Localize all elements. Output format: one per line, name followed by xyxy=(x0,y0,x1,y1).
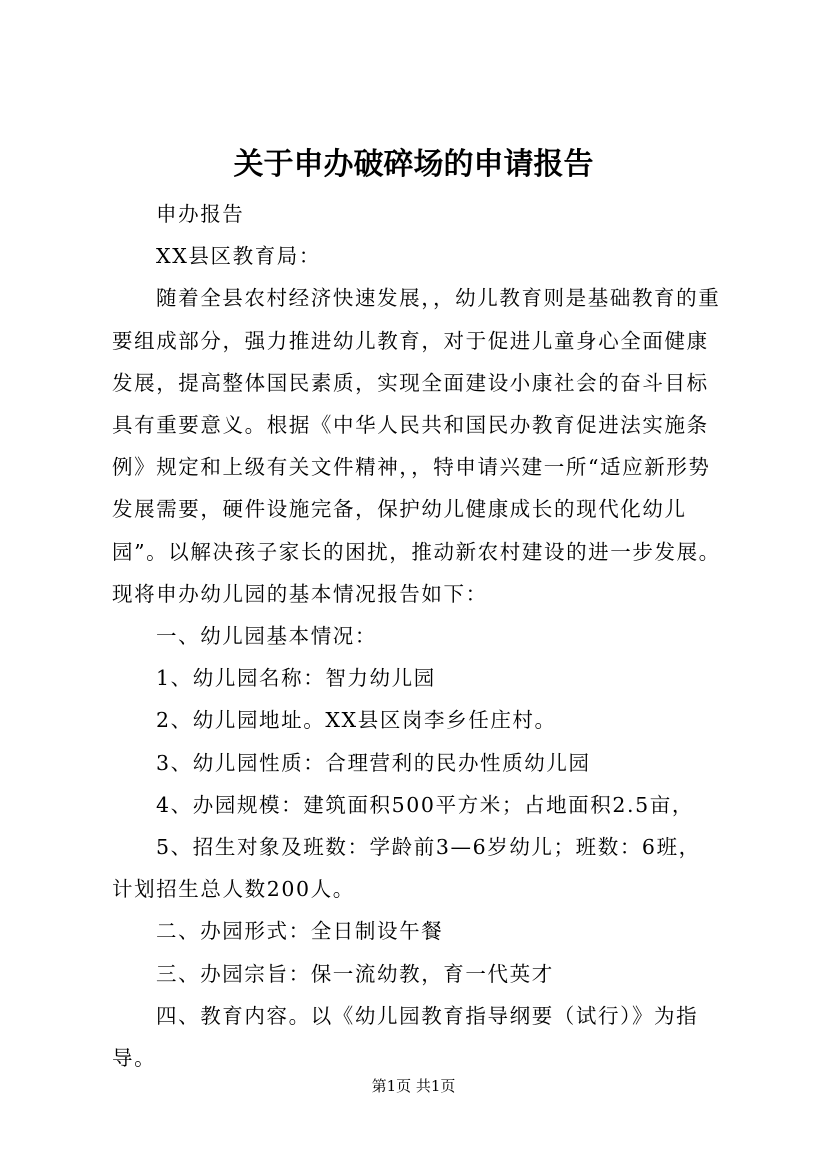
paragraph-section-three: 三、办园宗旨：保一流幼教，育一代英才 xyxy=(156,961,554,986)
paragraph-introduction: 随着全县农村经济快速发展，，幼儿教育则是基础教育的重要组成部分，强力推进幼儿教育，对于促进儿童身心全面健康发展，提高整体国民素质，实现全面建设小康社会的奋斗目标具有重要意义。根据《中华人民共和国民办教育促进法实施条例》规定和上级有关文件精神，，特申请兴建一所“适应新形势发展需要，硬件设施完备，保护幼儿健康成长的现代化幼儿园”。以解决孩子家长的困扰，推动新农村建设的进一步发展。现将申办幼儿园的基本情况报告如下： xyxy=(112,286,721,606)
paragraph-item-scale: 4、办园规模：建筑面积500平方米；占地面积2.5亩， xyxy=(156,792,694,817)
paragraph-section-two: 二、办园形式：全日制设午餐 xyxy=(156,919,444,944)
paragraph-section-one: 一、幼儿园基本情况： xyxy=(156,624,377,649)
paragraph-item-name: 1、幼儿园名称：智力幼儿园 xyxy=(156,666,436,691)
paragraph-item-enrollment: 5、招生对象及班数：学龄前3—6岁幼儿；班数：6班，计划招生总人数200人。 xyxy=(112,835,701,902)
paragraph-recipient: XX县区教育局： xyxy=(156,244,321,269)
paragraph-report-heading: 申办报告 xyxy=(156,202,245,226)
document-body xyxy=(112,193,722,1079)
paragraph-section-four: 四、教育内容。以《幼儿园教育指导纲要（试行）》为指导。 xyxy=(112,1003,699,1071)
paragraph-item-address: 2、幼儿园地址。XX县区岗李乡任庄村。 xyxy=(156,708,557,733)
document-title: 关于申办破碎场的申请报告 xyxy=(233,147,594,182)
paragraph-item-nature: 3、幼儿园性质：合理营利的民办性质幼儿园 xyxy=(156,750,591,775)
page-number-footer: 第1页 共1页 xyxy=(371,1077,456,1095)
